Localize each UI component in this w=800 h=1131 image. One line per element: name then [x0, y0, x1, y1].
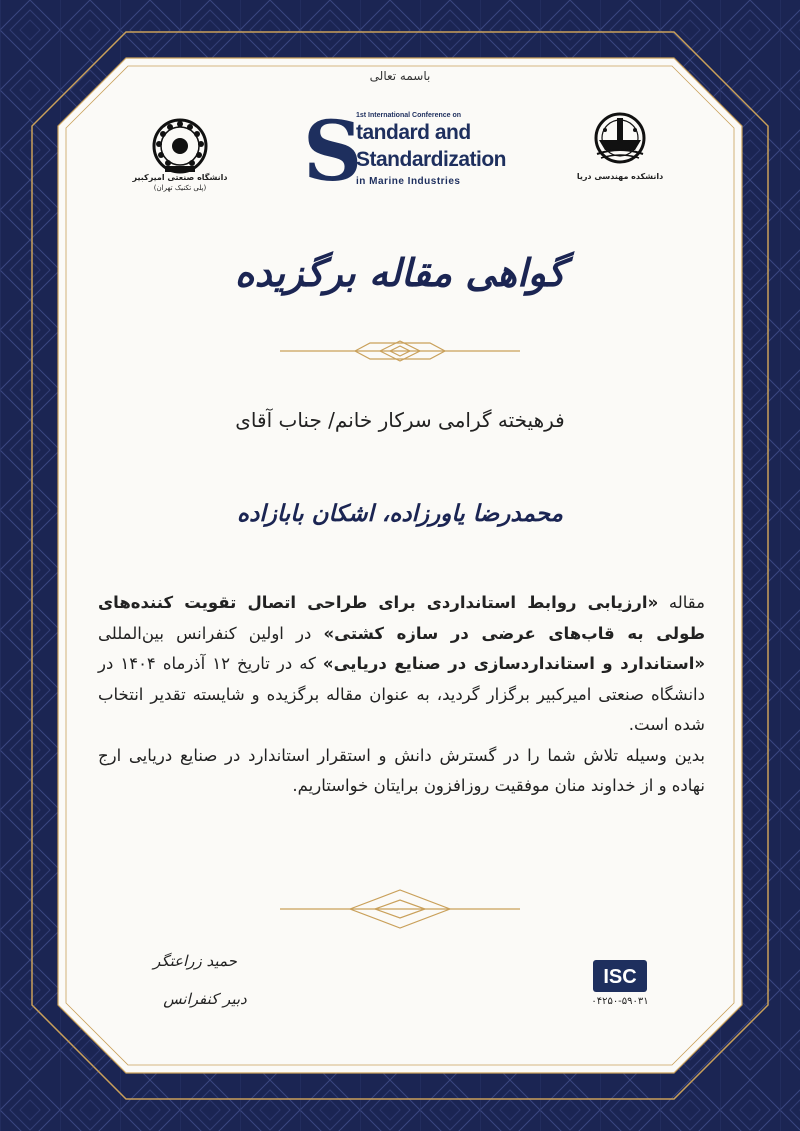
signer-name: حمید زراعتگر	[153, 952, 237, 970]
body-text-1: مقاله	[658, 593, 705, 612]
isc-label: ISC	[603, 966, 637, 988]
title-ornament	[280, 338, 520, 364]
left-university-name: دانشگاه صنعتی امیرکبیر	[132, 173, 228, 182]
right-faculty-name: دانشکده مهندسی دریا	[576, 172, 664, 181]
invocation-text: باسمه تعالی	[369, 69, 431, 83]
conference-line3: in Marine Industries	[356, 176, 461, 187]
body-paragraph-2: بدین وسیله تلاش شما را در گسترش دانش و استقرار استاندارد در صنایع دریایی ارج نهاده و از خداوند منان موفقیت روزافزون برایتان خواستاریم.	[98, 745, 705, 795]
certificate-title: گواهی مقاله برگزیده	[234, 250, 566, 295]
paper-title: «ارزیابی روابط استانداردی برای طراحی اتصال تقویت کننده‌های طولی به قاب‌های عرضی در سازه کشتی»	[98, 593, 705, 643]
recipient-names: محمدرضا یاورزاده، اشکان بابازاده	[237, 500, 563, 527]
certificate-body	[98, 588, 705, 802]
body-text-2: در اولین کنفرانس بین‌المللی	[98, 623, 324, 643]
bottom-ornament	[280, 888, 520, 930]
conference-top-line: 1st International Conference on	[356, 112, 462, 119]
conference-monogram: S	[303, 104, 363, 200]
isc-code: ۰۴۲۵۰-۵۹۰۳۱	[591, 996, 649, 1007]
signer-role: دبیر کنفرانس	[163, 990, 247, 1008]
isc-logo-icon	[593, 960, 647, 992]
conference-line2: Standardization	[356, 148, 507, 171]
left-university-subname: (پلی تکنیک تهران)	[153, 184, 207, 192]
conference-name: «استاندارد و استانداردسازی در صنایع دریایی»	[322, 654, 706, 673]
conference-line1: tandard and	[356, 121, 471, 144]
salutation: فرهیخته گرامی سرکار خانم/ جناب آقای	[235, 408, 565, 432]
body-text-3: که در تاریخ ۱۲ آذرماه ۱۴۰۴ در دانشگاه صنعتی امیرکبیر برگزار گردید، به عنوان مقاله برگزیده و شایسته تقدیر انتخاب شده است.	[98, 654, 705, 734]
